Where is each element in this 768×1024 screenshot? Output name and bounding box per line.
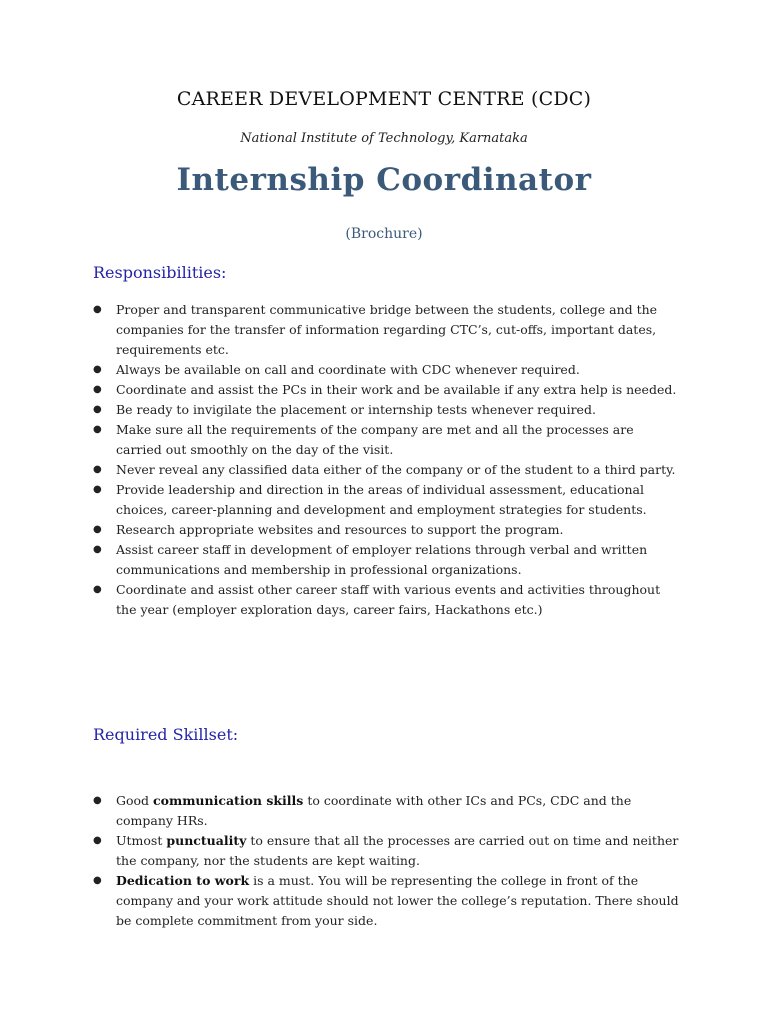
document-subtitle: (Brochure)	[345, 226, 423, 242]
skill-emphasis: Dedication to work	[116, 873, 250, 888]
skill-text-post: to coordinate with other ICs and PCs, CDC and the company HRs.	[116, 793, 632, 828]
bullet-icon: ●	[93, 584, 102, 595]
skill-text-post: is a must. You will be representing the college in front of the company and your work attitude should not lower the college’s reputation. There should be complete commitment from your side.	[116, 873, 679, 928]
list-item	[93, 460, 683, 480]
institute-name: National Institute of Technology, Karnataka	[240, 131, 528, 146]
list-item	[93, 360, 683, 380]
bullet-icon: ●	[93, 424, 102, 435]
document-title: Internship Coordinator	[176, 162, 592, 198]
bullet-icon: ●	[93, 304, 102, 315]
skill-text-pre: Good	[116, 793, 154, 808]
list-item	[93, 791, 683, 831]
list-item	[93, 380, 683, 400]
list-item	[93, 400, 683, 420]
bullet-icon: ●	[93, 384, 102, 395]
list-item	[93, 831, 683, 871]
bullet-icon: ●	[93, 404, 102, 415]
bullet-icon: ●	[93, 484, 102, 495]
list-item	[93, 580, 683, 620]
list-item-text: Be ready to invigilate the placement or internship tests whenever required.	[116, 402, 596, 417]
list-item-text: Provide leadership and direction in the areas of individual assessment, educational choices, career-planning and development and employment strategies for students.	[116, 482, 647, 517]
responsibilities-heading: Responsibilities:	[93, 263, 227, 282]
list-item	[93, 520, 683, 540]
list-item	[93, 540, 683, 580]
bullet-icon: ●	[93, 364, 102, 375]
skill-emphasis: punctuality	[166, 833, 247, 848]
skill-text-post: to ensure that all the processes are carried out on time and neither the company, nor the students are kept waiting.	[116, 833, 679, 868]
skillset-heading: Required Skillset:	[93, 725, 239, 744]
list-item	[93, 420, 683, 460]
list-item	[93, 480, 683, 520]
bullet-icon: ●	[93, 524, 102, 535]
skill-emphasis: communication skills	[153, 793, 304, 808]
skill-text-pre: Utmost	[116, 833, 167, 848]
bullet-icon: ●	[93, 544, 102, 555]
list-item-text: Coordinate and assist the PCs in their work and be available if any extra help is needed.	[116, 382, 677, 397]
responsibilities-list	[93, 300, 683, 620]
list-item-text: Assist career staff in development of employer relations through verbal and written communications and membership in professional organizations.	[116, 542, 648, 577]
list-item-text: Make sure all the requirements of the company are met and all the processes are carried out smoothly on the day of the visit.	[116, 422, 634, 457]
organization-name: CAREER DEVELOPMENT CENTRE (CDC)	[176, 88, 592, 110]
bullet-icon: ●	[93, 875, 102, 886]
list-item-text: Proper and transparent communicative bridge between the students, college and the companies for the transfer of information regarding CTC’s, cut-offs, important dates, requirements etc.	[116, 302, 658, 357]
list-item-text: Coordinate and assist other career staff with various events and activities throughout the year (employer exploration days, career fairs, Hackathons etc.)	[116, 582, 661, 617]
skillset-list	[93, 791, 683, 931]
bullet-icon: ●	[93, 464, 102, 475]
list-item	[93, 871, 683, 931]
list-item-text: Always be available on call and coordinate with CDC whenever required.	[116, 362, 580, 377]
bullet-icon: ●	[93, 795, 102, 806]
bullet-icon: ●	[93, 835, 102, 846]
list-item-text: Never reveal any classified data either of the company or of the student to a third party.	[116, 462, 676, 477]
list-item	[93, 300, 683, 360]
list-item-text: Research appropriate websites and resources to support the program.	[116, 522, 564, 537]
